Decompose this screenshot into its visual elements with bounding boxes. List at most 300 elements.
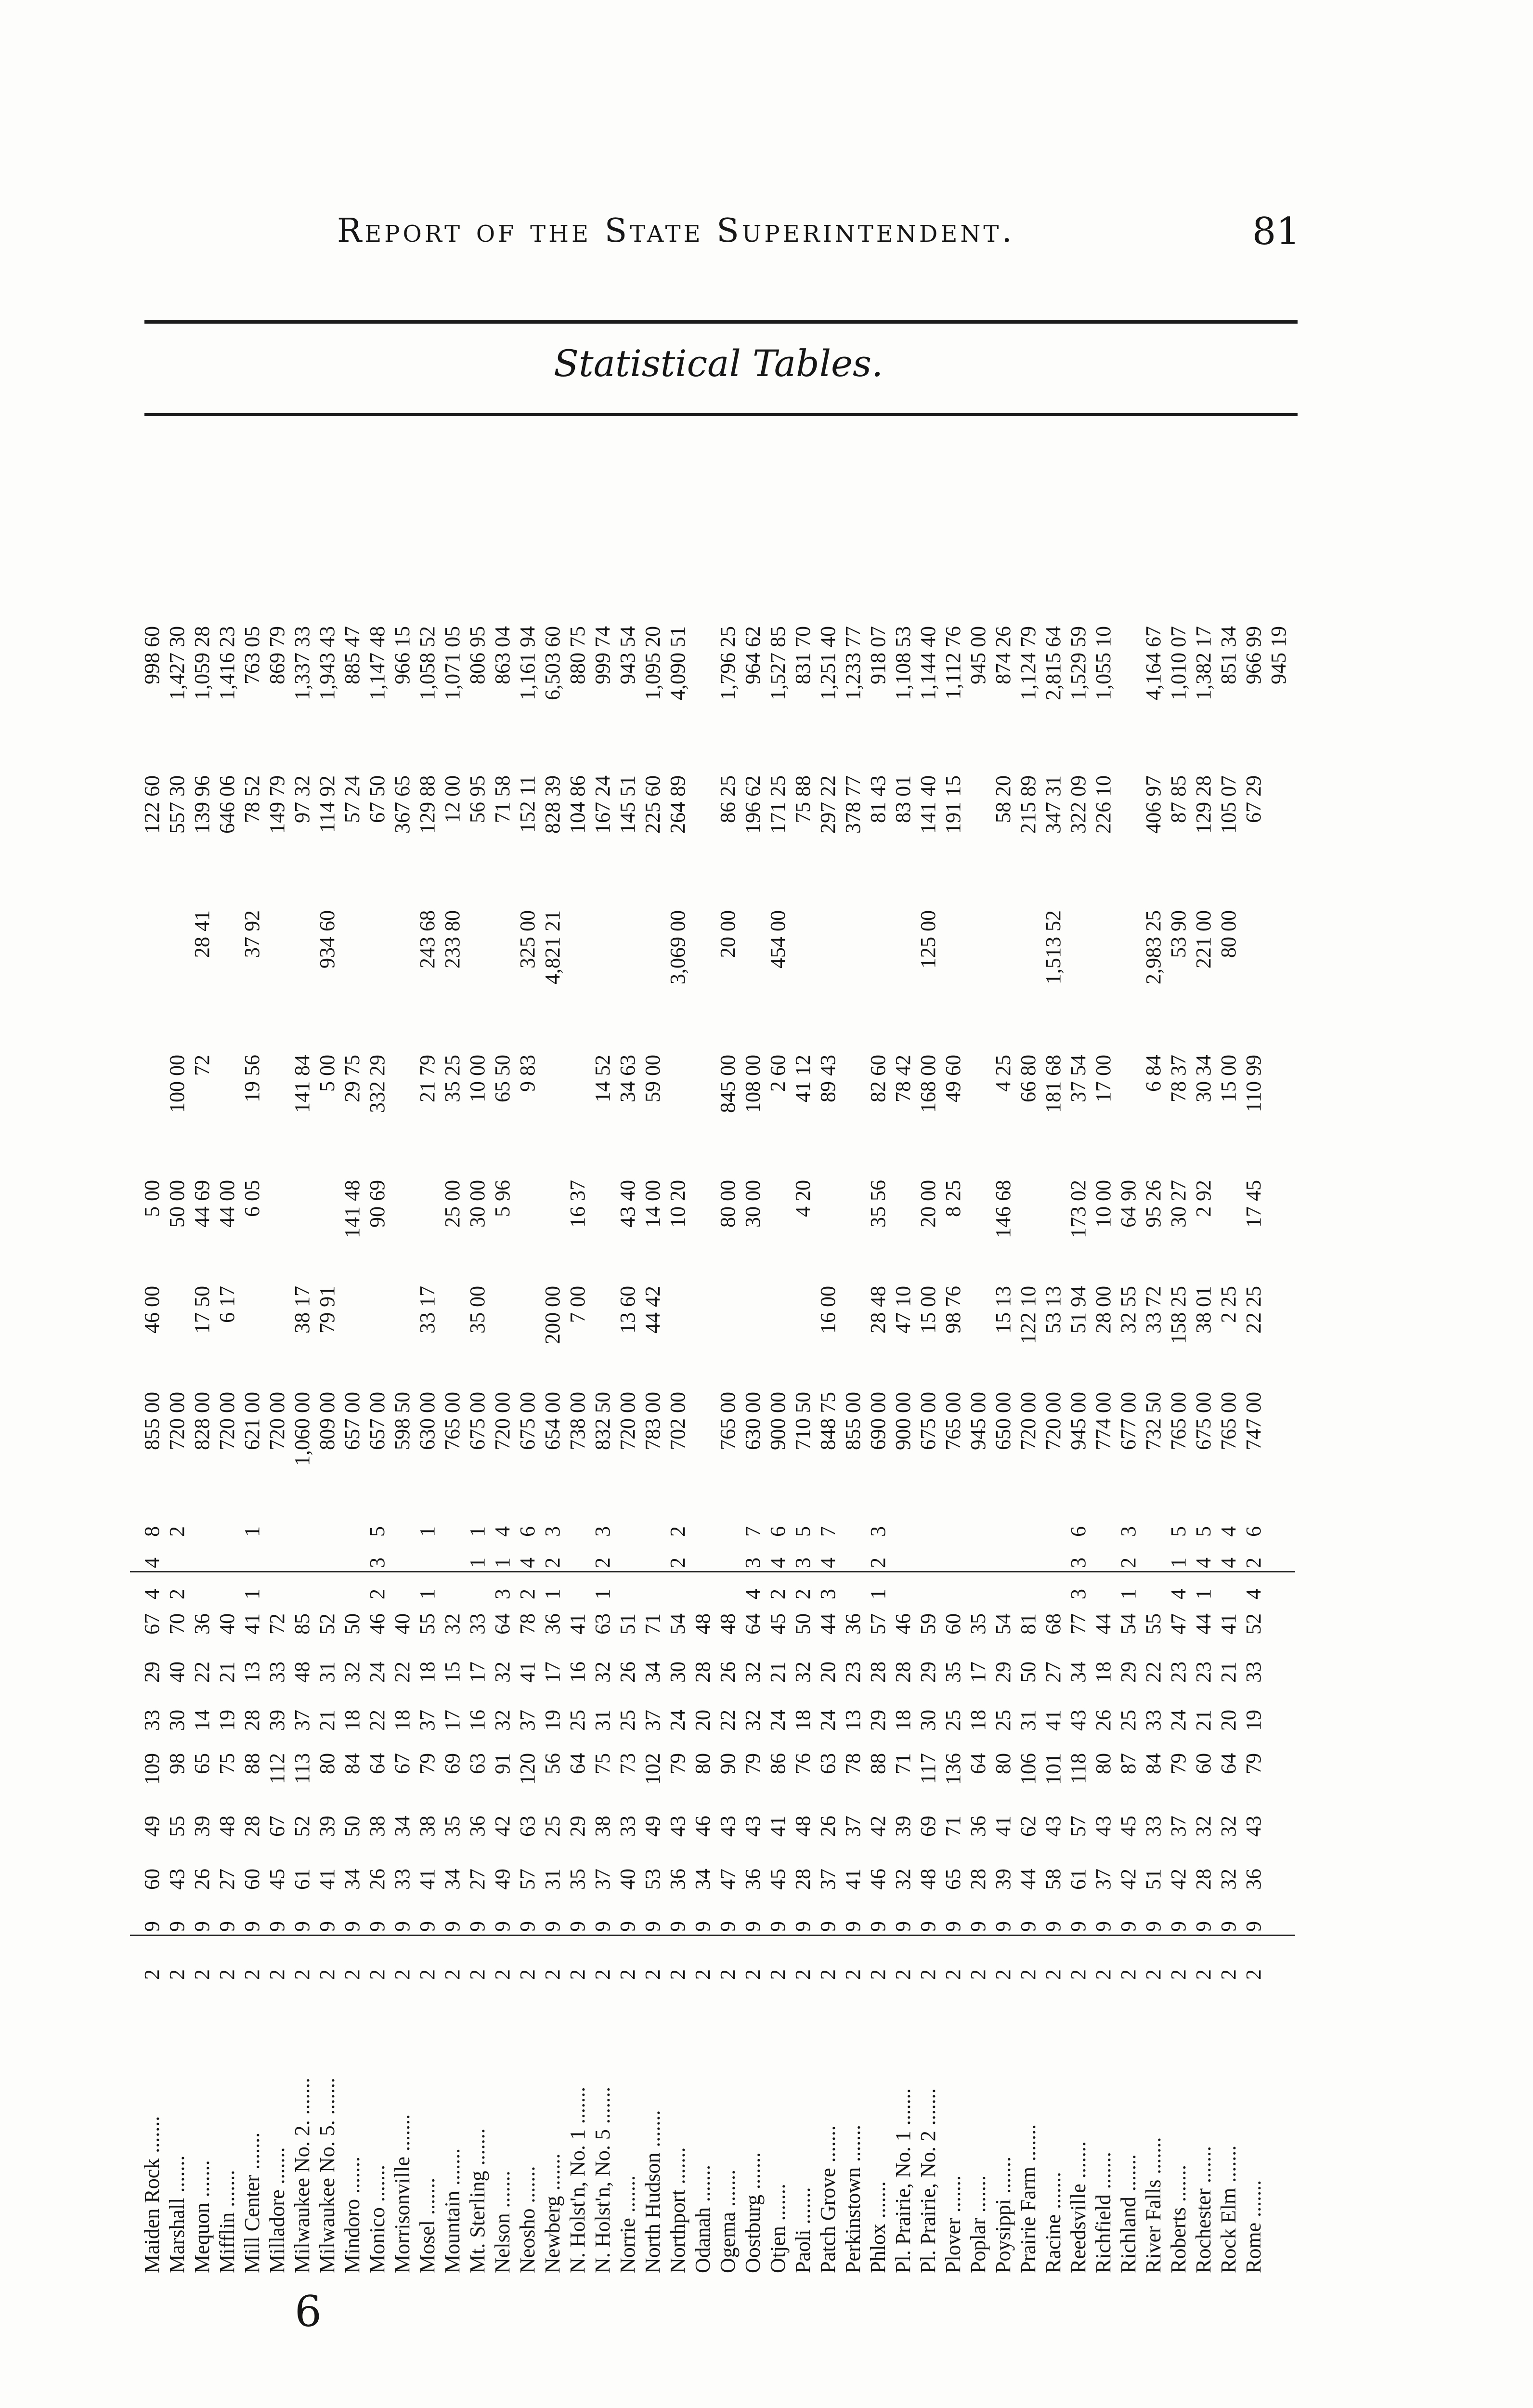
- cell-i: [690, 1582, 715, 1606]
- cell-q: 828 39: [541, 775, 564, 834]
- cell-a: 2: [466, 1969, 489, 1980]
- cell-b: 9: [190, 1921, 214, 1932]
- cell-o: 72: [190, 1055, 214, 1076]
- cell-b: 9: [1066, 1921, 1090, 1932]
- cell-g: 33: [265, 1662, 289, 1683]
- cell-o: [665, 1055, 690, 1165]
- cell-a: 2: [441, 1969, 464, 1980]
- cell-wages: 720 00: [616, 1392, 639, 1450]
- cell-a: 2: [290, 1969, 314, 1980]
- cell-k: [315, 1519, 340, 1544]
- cell-e: 80: [691, 1753, 715, 1774]
- cell-g: 33: [1242, 1662, 1265, 1683]
- table-row: [766, 462, 791, 2273]
- cell-j: [941, 1551, 966, 1575]
- cell-b: 9: [265, 1921, 289, 1932]
- cell-g: 29: [1117, 1662, 1140, 1683]
- cell-f: 24: [1167, 1710, 1190, 1731]
- cell-p: 3,069 00: [666, 910, 689, 984]
- cell-j: 3: [365, 1557, 389, 1568]
- cell-d: 48: [215, 1816, 239, 1837]
- district-name: Plover .......: [941, 2175, 965, 2273]
- cell-q: 129 88: [416, 775, 439, 834]
- cell-o: 37 54: [1066, 1055, 1090, 1102]
- cell-h: 45: [766, 1613, 790, 1635]
- cell-k: 8: [140, 1526, 164, 1537]
- cell-g: 17: [966, 1662, 990, 1683]
- cell-q: 215 89: [1016, 775, 1040, 834]
- cell-wages: [690, 1392, 715, 1503]
- cell-p: 325 00: [516, 910, 539, 968]
- cell-i: [991, 1582, 1016, 1606]
- cell-j: [290, 1551, 315, 1575]
- cell-o: 100 00: [165, 1055, 189, 1113]
- district-name: Norrie .......: [616, 2175, 639, 2273]
- cell-j: 2: [591, 1557, 614, 1568]
- cell-m: 22 25: [1242, 1286, 1265, 1334]
- cell-h: 41: [566, 1613, 589, 1635]
- cell-o: 66 80: [1016, 1055, 1040, 1102]
- cell-b: 9: [215, 1921, 239, 1932]
- table-row: [565, 462, 590, 2273]
- cell-q: 58 20: [991, 775, 1015, 823]
- table-row: [1041, 462, 1066, 2273]
- cell-c: 34: [691, 1869, 715, 1890]
- cell-a: 2: [566, 1969, 589, 1980]
- cell-b: 9: [441, 1921, 464, 1932]
- cell-k: [565, 1519, 590, 1544]
- cell-p: [1241, 910, 1266, 1035]
- cell-a: 2: [1041, 1969, 1065, 1980]
- cell-q: 226 10: [1091, 775, 1115, 834]
- cell-d: 41: [766, 1816, 790, 1837]
- cell-n: 2 92: [1192, 1180, 1215, 1217]
- cell-g: 23: [1192, 1662, 1215, 1683]
- cell-c: 58: [1041, 1869, 1065, 1890]
- cell-f: 28: [240, 1710, 264, 1731]
- district-name: Prairie Farm .......: [1016, 2124, 1040, 2273]
- district-name: Rochester .......: [1192, 2146, 1215, 2273]
- cell-j: [190, 1551, 215, 1575]
- cell-o: 141 84: [290, 1055, 314, 1113]
- cell-m: 47 10: [891, 1286, 915, 1334]
- cell-k: 6: [1066, 1526, 1090, 1537]
- cell-c: 36: [1242, 1869, 1265, 1890]
- cell-m: 33 17: [416, 1286, 439, 1334]
- cell-a: 2: [1066, 1969, 1090, 1980]
- table-row: [415, 462, 440, 2273]
- cell-p: [340, 910, 365, 1035]
- cell-b: 9: [716, 1921, 740, 1932]
- cell-j: 3: [741, 1557, 765, 1568]
- cell-b: 9: [691, 1921, 715, 1932]
- cell-p: 934 60: [315, 910, 339, 968]
- cell-c: 26: [365, 1869, 389, 1890]
- cell-b: 9: [641, 1921, 664, 1932]
- cell-n: 44 00: [215, 1180, 239, 1228]
- cell-o: 6 84: [1142, 1055, 1165, 1092]
- cell-j: [966, 1551, 991, 1575]
- cell-o: 30 34: [1192, 1055, 1215, 1102]
- cell-d: 69: [916, 1816, 940, 1837]
- cell-d: 43: [1091, 1816, 1115, 1837]
- cell-c: 60: [140, 1869, 164, 1890]
- cell-i: [615, 1582, 640, 1606]
- district-name: Perkinstown .......: [841, 2125, 865, 2273]
- district-name: Pl. Prairie, No. 2 .......: [916, 2088, 940, 2273]
- district-name: Patch Grove .......: [816, 2125, 840, 2273]
- cell-d: 39: [891, 1816, 915, 1837]
- cell-total: 945 00: [966, 626, 990, 684]
- cell-h: 54: [991, 1613, 1015, 1635]
- cell-k: 3: [591, 1526, 614, 1537]
- cell-e: 80: [1091, 1753, 1115, 1774]
- cell-q: 56 95: [466, 775, 489, 823]
- cell-m: 200 00: [541, 1286, 564, 1344]
- district-name: Reedsville .......: [1066, 2141, 1090, 2273]
- cell-o: 845 00: [716, 1055, 740, 1113]
- cell-q: 191 15: [941, 775, 965, 834]
- cell-i: 2: [365, 1589, 389, 1599]
- cell-a: 2: [1217, 1969, 1240, 1980]
- cell-i: 2: [791, 1589, 815, 1599]
- cell-total: 4,090 51: [666, 626, 689, 700]
- cell-d: 33: [616, 1816, 639, 1837]
- cell-a: 2: [240, 1969, 264, 1980]
- cell-a: 2: [265, 1969, 289, 1980]
- table-row: [490, 462, 515, 2273]
- cell-e: 112: [265, 1753, 289, 1784]
- cell-h: 70: [165, 1613, 189, 1635]
- table-row: [1016, 462, 1041, 2273]
- cell-f: 18: [891, 1710, 915, 1731]
- cell-f: 21: [315, 1710, 339, 1731]
- cell-wages: 675 00: [1192, 1392, 1215, 1450]
- cell-g: 21: [215, 1662, 239, 1683]
- cell-g: 32: [340, 1662, 364, 1683]
- cell-f: 30: [165, 1710, 189, 1731]
- cell-j: 1: [1167, 1557, 1190, 1568]
- cell-total: 1,108 53: [891, 626, 915, 700]
- cell-e: 63: [466, 1753, 489, 1774]
- cell-n: [966, 1180, 991, 1276]
- cell-m: [766, 1286, 791, 1382]
- cell-wages: 598 50: [390, 1392, 414, 1450]
- cell-b: 9: [741, 1921, 765, 1932]
- cell-n: 35 56: [866, 1180, 890, 1228]
- district-name: Monico .......: [365, 2165, 389, 2273]
- cell-k: [991, 1519, 1016, 1544]
- cell-g: 24: [365, 1662, 389, 1683]
- cell-k: [1091, 1519, 1116, 1544]
- cell-m: 44 42: [641, 1286, 664, 1334]
- cell-c: 37: [1091, 1869, 1115, 1890]
- cell-c: 51: [1142, 1869, 1165, 1890]
- cell-f: 18: [340, 1710, 364, 1731]
- cell-c: 42: [1167, 1869, 1190, 1890]
- cell-total: 1,427 30: [165, 626, 189, 700]
- cell-o: 21 79: [416, 1055, 439, 1102]
- cell-b: 9: [416, 1921, 439, 1932]
- cell-i: [916, 1582, 941, 1606]
- table-row: [1091, 462, 1116, 2273]
- table-row: [665, 462, 690, 2273]
- cell-total: 966 99: [1242, 626, 1265, 684]
- cell-wages: 855 00: [140, 1392, 164, 1450]
- cell-total: 918 07: [866, 626, 890, 684]
- cell-d: 55: [165, 1816, 189, 1837]
- cell-g: 23: [1167, 1662, 1190, 1683]
- cell-o: 82 60: [866, 1055, 890, 1102]
- cell-b: 9: [1167, 1921, 1190, 1932]
- district-name: Newberg .......: [541, 2153, 564, 2273]
- cell-q: 557 30: [165, 775, 189, 834]
- cell-n: 10 00: [1091, 1180, 1115, 1228]
- table-row: [791, 462, 816, 2273]
- table-row: [1166, 462, 1191, 2273]
- district-name: Richfield .......: [1091, 2152, 1115, 2273]
- cell-q: 264 89: [666, 775, 689, 834]
- cell-e: 91: [491, 1753, 514, 1774]
- cell-q: 196 62: [741, 775, 765, 834]
- cell-e: 136: [941, 1753, 965, 1785]
- cell-j: [715, 1551, 741, 1575]
- cell-a: 2: [616, 1969, 639, 1980]
- district-name: Richland .......: [1117, 2154, 1140, 2273]
- cell-n: 30 27: [1167, 1180, 1190, 1228]
- table-row: [165, 462, 190, 2273]
- cell-k: 5: [1192, 1526, 1215, 1537]
- cell-wages: 848 75: [816, 1392, 840, 1450]
- cell-d: 32: [1217, 1816, 1240, 1837]
- district-name: Rock Elm .......: [1217, 2145, 1240, 2273]
- table-row: [715, 462, 741, 2273]
- cell-a: 2: [1117, 1969, 1140, 1980]
- cell-i: 3: [1066, 1589, 1090, 1599]
- title-rule: [144, 413, 1298, 416]
- cell-h: 44: [1192, 1613, 1215, 1635]
- cell-c: 34: [441, 1869, 464, 1890]
- cell-i: 4: [1242, 1589, 1265, 1599]
- table-row: [966, 462, 991, 2273]
- cell-wages: 832 50: [591, 1392, 614, 1450]
- page-header: [144, 212, 1300, 270]
- cell-m: [715, 1286, 741, 1382]
- table-row: [991, 462, 1016, 2273]
- cell-i: [1141, 1582, 1166, 1606]
- cell-p: 243 68: [416, 910, 439, 968]
- cell-g: 16: [566, 1662, 589, 1683]
- cell-a: 2: [390, 1969, 414, 1980]
- cell-j: 2: [666, 1557, 689, 1568]
- cell-n: 64 90: [1117, 1180, 1140, 1228]
- cell-e: 71: [891, 1753, 915, 1774]
- cell-total: 1,058 52: [416, 626, 439, 700]
- cell-m: 16 00: [816, 1286, 840, 1334]
- cell-h: 54: [666, 1613, 689, 1635]
- cell-f: 32: [741, 1710, 765, 1731]
- cell-j: [1141, 1551, 1166, 1575]
- table-row: [240, 462, 265, 2273]
- cell-c: 61: [290, 1869, 314, 1890]
- cell-m: [340, 1286, 365, 1382]
- cell-a: 2: [416, 1969, 439, 1980]
- cell-m: 17 50: [190, 1286, 214, 1334]
- table-row: [741, 462, 766, 2273]
- cell-f: 25: [566, 1710, 589, 1731]
- cell-d: 43: [741, 1816, 765, 1837]
- cell-k: [615, 1519, 640, 1544]
- cell-q: 83 01: [891, 775, 915, 823]
- cell-p: [791, 910, 816, 1035]
- cell-total: 4,164 67: [1142, 626, 1165, 700]
- cell-wages: 900 00: [891, 1392, 915, 1450]
- cell-k: 7: [816, 1526, 840, 1537]
- cell-p: [165, 910, 190, 1035]
- district-name: Mifflin .......: [215, 2170, 239, 2273]
- cell-d: 67: [265, 1816, 289, 1837]
- table-row: [365, 462, 390, 2273]
- cell-i: 2: [516, 1589, 539, 1599]
- cell-c: 37: [816, 1869, 840, 1890]
- cell-o: 14 52: [591, 1055, 614, 1102]
- cell-total: 1,943 43: [315, 626, 339, 700]
- cell-e: 75: [591, 1753, 614, 1774]
- cell-h: 46: [365, 1613, 389, 1635]
- cell-d: 42: [866, 1816, 890, 1837]
- cell-i: [265, 1582, 290, 1606]
- district-name: Poplar .......: [966, 2175, 990, 2273]
- cell-q: 322 09: [1066, 775, 1090, 834]
- cell-e: 113: [290, 1753, 314, 1784]
- running-head: Report of the State Superintendent.: [337, 212, 1015, 250]
- cell-p: [816, 910, 841, 1035]
- cell-o: 29 75: [340, 1055, 364, 1102]
- cell-g: 32: [741, 1662, 765, 1683]
- cell-i: [1016, 1582, 1041, 1606]
- cell-wages: 765 00: [716, 1392, 740, 1450]
- cell-m: 79 91: [315, 1286, 339, 1334]
- cell-j: [916, 1551, 941, 1575]
- district-name: Pl. Prairie, No. 1 .......: [891, 2088, 915, 2273]
- cell-e: 84: [1142, 1753, 1165, 1774]
- table-row: [1141, 462, 1166, 2273]
- cell-c: 47: [716, 1869, 740, 1890]
- cell-n: 80 00: [716, 1180, 740, 1228]
- header-rule: [144, 320, 1298, 324]
- cell-e: 84: [340, 1753, 364, 1774]
- district-name: Poysippi .......: [991, 2156, 1015, 2273]
- cell-h: 41: [240, 1613, 264, 1635]
- cell-i: 1: [866, 1589, 890, 1599]
- cell-h: 44: [1091, 1613, 1115, 1635]
- cell-c: 40: [616, 1869, 639, 1890]
- cell-c: 28: [791, 1869, 815, 1890]
- cell-total: 1,416 23: [215, 626, 239, 700]
- cell-i: [315, 1582, 340, 1606]
- cell-e: 101: [1041, 1753, 1065, 1785]
- cell-q: 406 97: [1142, 775, 1165, 834]
- cell-i: [340, 1582, 365, 1606]
- cell-o: 15 00: [1217, 1055, 1240, 1102]
- cell-o: [1116, 1055, 1141, 1165]
- cell-f: 39: [265, 1710, 289, 1731]
- cell-n: [1041, 1180, 1066, 1276]
- cell-wages: 945 00: [1066, 1392, 1090, 1450]
- cell-h: 68: [1041, 1613, 1065, 1635]
- cell-q: 367 65: [390, 775, 414, 834]
- cell-k: [916, 1519, 941, 1544]
- cell-p: [465, 910, 490, 1035]
- cell-a: 2: [1016, 1969, 1040, 1980]
- cell-p: [1091, 910, 1116, 1035]
- table-row: [1191, 462, 1216, 2273]
- cell-h: 71: [641, 1613, 664, 1635]
- cell-n: 16 37: [566, 1180, 589, 1228]
- district-name: Roberts .......: [1167, 2165, 1190, 2273]
- cell-d: 36: [466, 1816, 489, 1837]
- cell-g: 13: [240, 1662, 264, 1683]
- cell-d: 35: [441, 1816, 464, 1837]
- cell-g: 50: [1016, 1662, 1040, 1683]
- cell-c: 43: [165, 1869, 189, 1890]
- cell-q: 71 58: [491, 775, 514, 823]
- cell-f: 25: [616, 1710, 639, 1731]
- cell-p: [991, 910, 1016, 1035]
- cell-p: [390, 910, 415, 1035]
- cell-e: 78: [841, 1753, 865, 1774]
- cell-a: 2: [591, 1969, 614, 1980]
- cell-a: 2: [791, 1969, 815, 1980]
- cell-i: 1: [541, 1589, 564, 1599]
- cell-c: 42: [1117, 1869, 1140, 1890]
- cell-k: 2: [165, 1526, 189, 1537]
- cell-n: [415, 1180, 440, 1276]
- cell-wages: 720 00: [265, 1392, 289, 1450]
- cell-o: [265, 1055, 290, 1165]
- cell-n: [891, 1180, 916, 1276]
- cell-h: 78: [516, 1613, 539, 1635]
- cell-d: 62: [1016, 1816, 1040, 1837]
- cell-j: 4: [1217, 1557, 1240, 1568]
- cell-p: [565, 910, 590, 1035]
- cell-total: 880 75: [566, 626, 589, 684]
- cell-c: 41: [841, 1869, 865, 1890]
- cell-n: 30 00: [466, 1180, 489, 1228]
- cell-b: 9: [941, 1921, 965, 1932]
- cell-e: 88: [240, 1753, 264, 1774]
- cell-total: 1,124 79: [1016, 626, 1040, 700]
- cell-i: 4: [1167, 1589, 1190, 1599]
- cell-o: 17 00: [1091, 1055, 1115, 1102]
- cell-h: 55: [1142, 1613, 1165, 1635]
- cell-b: 9: [541, 1921, 564, 1932]
- cell-a: 2: [941, 1969, 965, 1980]
- cell-j: [415, 1551, 440, 1575]
- cell-h: 55: [416, 1613, 439, 1635]
- cell-p: 454 00: [766, 910, 790, 968]
- cell-m: 53 13: [1041, 1286, 1065, 1334]
- cell-m: 28 00: [1091, 1286, 1115, 1334]
- cell-j: 2: [1117, 1557, 1140, 1568]
- cell-k: 5: [791, 1526, 815, 1537]
- cell-g: 23: [841, 1662, 865, 1683]
- cell-a: 2: [140, 1969, 164, 1980]
- cell-f: 31: [1016, 1710, 1040, 1731]
- cell-total: 943 54: [616, 626, 639, 684]
- cell-total: 863 04: [491, 626, 514, 684]
- cell-m: [841, 1286, 866, 1382]
